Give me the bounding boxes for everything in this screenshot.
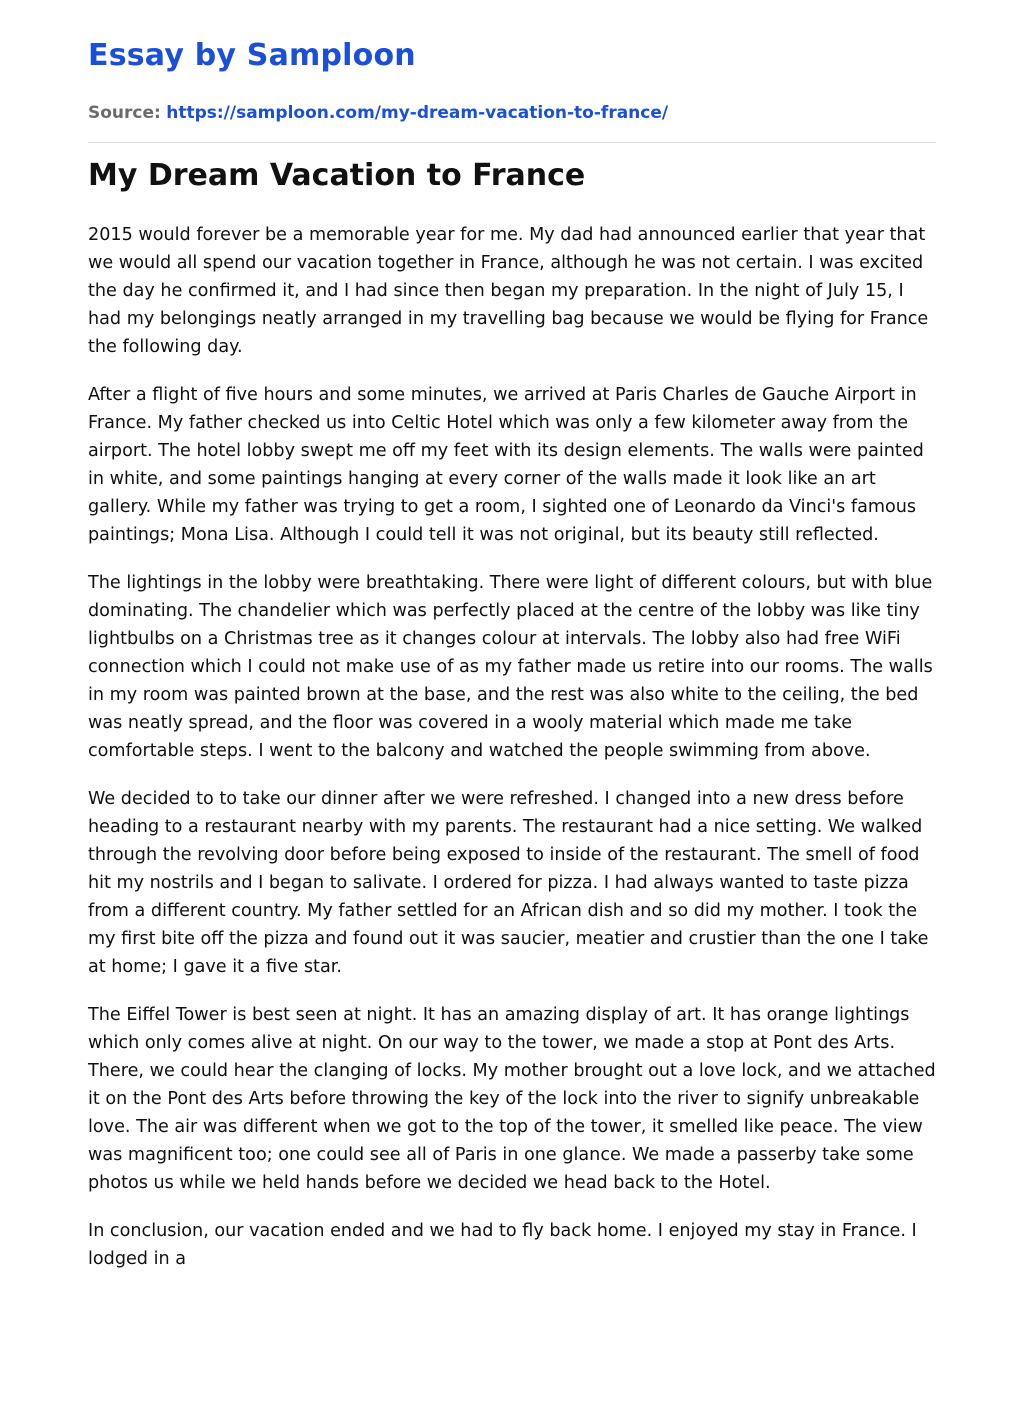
site-brand: Essay by Samploon xyxy=(88,38,416,73)
essay-title: My Dream Vacation to France xyxy=(88,158,586,193)
essay-body xyxy=(88,221,938,1293)
essay-paragraph-5: The Eiffel Tower is best seen at night. It has an amazing display of art. It has orange lightings which only comes alive at night. On our way to the tower, we made a stop at Pont des Arts. There, we could hear the clanging of locks. My mother brought out a love lock, and we attached it on the Pont des Arts before throwing the key of the lock into the river to signify unbreakable love. The air was different when we got to the top of the tower, it smelled like peace. The view was magnificent too; one could see all of Paris in one glance. We made a passerby take some photos us while we held hands before we decided we head back to the Hotel. xyxy=(88,1005,936,1193)
essay-paragraph-2: After a flight of five hours and some minutes, we arrived at Paris Charles de Gauche Airport in France. My father checked us into Celtic Hotel which was only a few kilometer away from the airport. The hotel lobby swept me off my feet with its design elements. The walls were painted in white, and some paintings hanging at every corner of the walls made it look like an art gallery. While my father was trying to get a room, I sighted one of Leonardo da Vinci's famous paintings; Mona Lisa. Although I could tell it was not original, but its beauty still reflected. xyxy=(88,385,924,545)
essay-paragraph-6: In conclusion, our vacation ended and we had to fly back home. I enjoyed my stay in France. I lodged in a xyxy=(88,1221,917,1269)
source-label: Source: xyxy=(88,103,161,123)
essay-paragraph-3: The lightings in the lobby were breathtaking. There were light of different colours, but with blue dominating. The chandelier which was perfectly placed at the centre of the lobby was like tiny lightbulbs on a Christmas tree as it changes colour at intervals. The lobby also had free WiFi connection which I could not make use of as my father made us retire into our rooms. The walls in my room was painted brown at the base, and the rest was also white to the ceiling, the bed was neatly spread, and the floor was covered in a wooly material which made me take comfortable steps. I went to the balcony and watched the people swimming from above. xyxy=(88,573,933,761)
source-link[interactable]: https://samploon.com/my-dream-vacation-to-france/ xyxy=(166,103,669,123)
source-line xyxy=(88,101,668,125)
essay-paragraph-4: We decided to to take our dinner after we were refreshed. I changed into a new dress before heading to a restaurant nearby with my parents. The restaurant had a nice setting. We walked through the revolving door before being exposed to inside of the restaurant. The smell of food hit my nostrils and I began to salivate. I ordered for pizza. I had always wanted to taste pizza from a different country. My father settled for an African dish and so did my mother. I took the my first bite off the pizza and found out it was saucier, meatier and crustier than the one I take at home; I gave it a five star. xyxy=(88,789,929,977)
essay-paragraph-1: 2015 would forever be a memorable year for me. My dad had announced earlier that year that we would all spend our vacation together in France, although he was not certain. I was excited the day he confirmed it, and I had since then began my preparation. In the night of July 15, I had my belongings neatly arranged in my travelling bag because we would be flying for France the following day. xyxy=(88,225,929,357)
header-divider xyxy=(88,142,936,143)
